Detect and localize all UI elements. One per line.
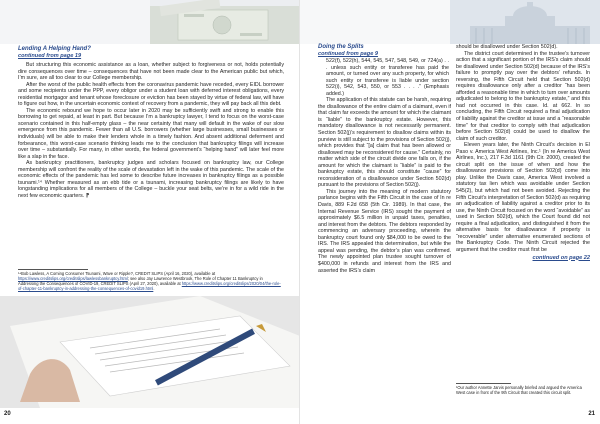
footnote-divider (456, 383, 511, 384)
paragraph: After the worst of the public health effects from the coronavirus pandemic have receded, every EIDL borrower and some recipients under the PPP, every obligor under a student loan with deferred interest obligations, every residential mortgagor and tenant whose foreclosure or eviction has been stayed by virtue of federal law, will have to figure out how, in the uncertain economic context of recovery from a pandemic, they will pay back all this debt. (18, 81, 284, 108)
paragraph: The application of this statute can be harsh, requiring the disallowance of the entire claim of a claimant, even if that claim far exceeds the amount for which the claimant is “liable” to the bankruptcy estate. However, this mandatory disallowance is not necessarily permanent. Section 502(j)’s requirement to disallow claims within its purview is still subject to the provisions of Section 502(j), which provides that “[a] claim that has been allowed or disallowed may be reconsidered for cause.” Certainly, no matter which side of the circuit divide one falls on, if the amount for which the claimant is “liable” is paid to the bankruptcy estate, this should constitute “cause” for reconsideration of a disallowance under Section 502(d) pursuant to the provisions of Section 502(j). (318, 97, 451, 189)
page-number: 20 (4, 411, 11, 417)
right-page (300, 0, 600, 424)
footnote (18, 271, 284, 291)
paragraph: Eleven years later, the Ninth Circuit’s decision in El Paso v. America West Airlines, Inc.¹ (In re America West Airlines, Inc.), 217 F.3d 1161 (9th Cir. 2000), created the circuit split on the issue of when and how the disallowance provisions of Section 502(d) come into play. Unlike the Davis case, America West involved a statutory tax lien which was avoidable under Section 545(2), but which had not been avoided. Rejecting the Fifth Circuit’s interpretation of Section 502(d) as requiring an adjudication of liability against a creditor prior to its use, the Ninth Circuit focused on the word “avoidable” as used in Section 502(d), which the Court found did not require a final adjudication, and distinguished it from the alternative basis for disallowance if property is “recoverable” under alternative enumerated sections of the Bankruptcy Code. The Ninth Circuit rejected the argument that the creditor must first be (456, 142, 590, 253)
footnote-text: . (153, 286, 155, 292)
money-stack-image (0, 0, 300, 44)
page-number: 21 (588, 411, 595, 417)
footnote-divider (18, 269, 88, 270)
footnote-link[interactable]: https://www.creditslips.org/creditslips/lawlessbankruptcy.html (18, 276, 128, 282)
continued-from-link[interactable]: continued from page 19 (18, 53, 82, 59)
paragraph (18, 160, 284, 199)
article-body (18, 62, 284, 199)
article-body (456, 44, 590, 254)
article-title: Doing the Splits (318, 44, 364, 50)
right-article-column-a (318, 44, 451, 274)
continued-on-link[interactable]: continued on page 22 (532, 254, 590, 261)
paragraph: The district court determined in the trustee’s turnover action that a significant portion of the IRS’s claim should be disallowed under Section 502(d) because of the IRS’s failure to promptly pay over the debtors’ refunds. In reversing, the Fifth Circuit held that Section 502(d) requires disallowance only after a creditor “has been afforded a reasonable time in which to turn over amounts adjudicated to belong to the bankruptcy estate,” and this had not occurred in this case. Id. at 662. In so concluding, the Fifth Circuit required a final adjudication of liability against the creditor at issue and a “reasonable time” for that creditor to comply with that adjudication before Section 502(d) could be used to disallow the claim of such creditor. (456, 50, 590, 142)
quote-text: 522(f), 522(h), 544, 545, 547, 548, 549, or 724(a) . . . unless such entity or transferee has paid the amount, or turned over any such property, for which such entity or transferee is liable under section 522(i), 542, 543, 550, or 553 . . . .” (Emphasis added.) (326, 58, 449, 97)
paperwork-image (0, 296, 300, 408)
right-article-column-b (456, 44, 590, 262)
paragraph-text: As bankruptcy practitioners, bankruptcy judges and scholars focused on bankruptcy law, our College membership will confront the reality of the scale of devastation left in the wake of this pandemic. The scale of the economic effects of the pandemic has led some to describe future increases in bankruptcy filings as a possible tsunami.¹⁴ Whether measured as an ebb tide or a tsunami, increasing bankruptcy filings are likely to have longstanding implications for all members of the College – buckle your seat belts, we’re in for a wild ride in the next few economic quarters. (18, 160, 284, 199)
continued-from-link[interactable]: continued from page 9 (318, 51, 378, 57)
capitol-building-image (300, 0, 600, 44)
paragraph: This journey into the meaning of modern statutory parlance begins with the Fifth Circuit in the case of In re Davis, 889 F.2d 658 (5th Cir. 1989). In that case, the Internal Revenue Service (IRS) sought the payment of approximately $6.5 million in unpaid taxes, penalties, and interest from the debtors. The debtors responded by commencing an adversary proceeding, wherein the bankruptcy court found only $84,000 to be owed to the IRS. The IRS appealed this determination, but while the appeal was pending, the debtor’s plan was confirmed. The newly appointed plan trustee sought turnover of $400,000 in refunds and interest from the IRS and asserted the IRS’s claim (318, 188, 451, 274)
article-body (318, 97, 451, 274)
paragraph: But structuring this economic assistance as a loan, whether subject to forgiveness or not, holds potentially dire consequences over time – consequences that have not been made clear to the American public but which, I’m sure, are all too clear to our College membership. (18, 62, 284, 82)
article-title: Lending A Helping Hand? (18, 46, 91, 52)
statute-quote (326, 58, 449, 97)
footnote-text: ¹⁴Bob Lawless, A Coming Consumer Tsunami, Wave or Ripple?, CREDIT SLIPS (April 16, 2020), available at (18, 271, 216, 276)
paragraph: The economic rebound we hope to occur later in 2020 may be sufficiently swift and strong to enable this borrowing to get repaid, at least in part. But because I’m a bankruptcy lawyer, I tend to focus on the worst-case scenario contained in this half-empty glass – the near certainty that many will default in the wake of our slow emergence from this pandemic. Fewer than all U.S. borrowers (whether large businesses, small businesses or individuals) will be able to make their lenders whole in a timely fashion. And absent additional deferment and forbearance, this worst-case scenario thinking leads me to the conclusion that bankruptcy filings will increase over time – substantially. For many, in other words, the federal government’s “helping hand” will later feel more like a slap in the face. (18, 107, 284, 160)
footnote: ¹Our author Annette Jarvis personally briefed and argued the America West case in front of the 9th Circuit that created this circuit split. (456, 385, 582, 396)
bottom-photo-paperwork (0, 296, 300, 408)
header-photo-capitol (300, 0, 600, 44)
footnote-text: ; see also Jay Lawrence Westbrook, The Role of Chapter 11 Bankruptcy in Addressing the Consequences of COVID-19, CREDIT SLIPS (April 27, 2020), available at (18, 276, 263, 287)
paragraph: should be disallowed under Section 502(d). (456, 44, 558, 50)
end-mark: ⁋ (85, 192, 90, 199)
footnote-link[interactable]: https://www.creditslips.org/creditslips/2020/04/the-role-of-chapter-11-bankruptcy-in-addressing-the-consequences-of-covid19.html (18, 281, 281, 292)
header-photo-money (0, 0, 300, 44)
left-article-column (18, 46, 284, 199)
